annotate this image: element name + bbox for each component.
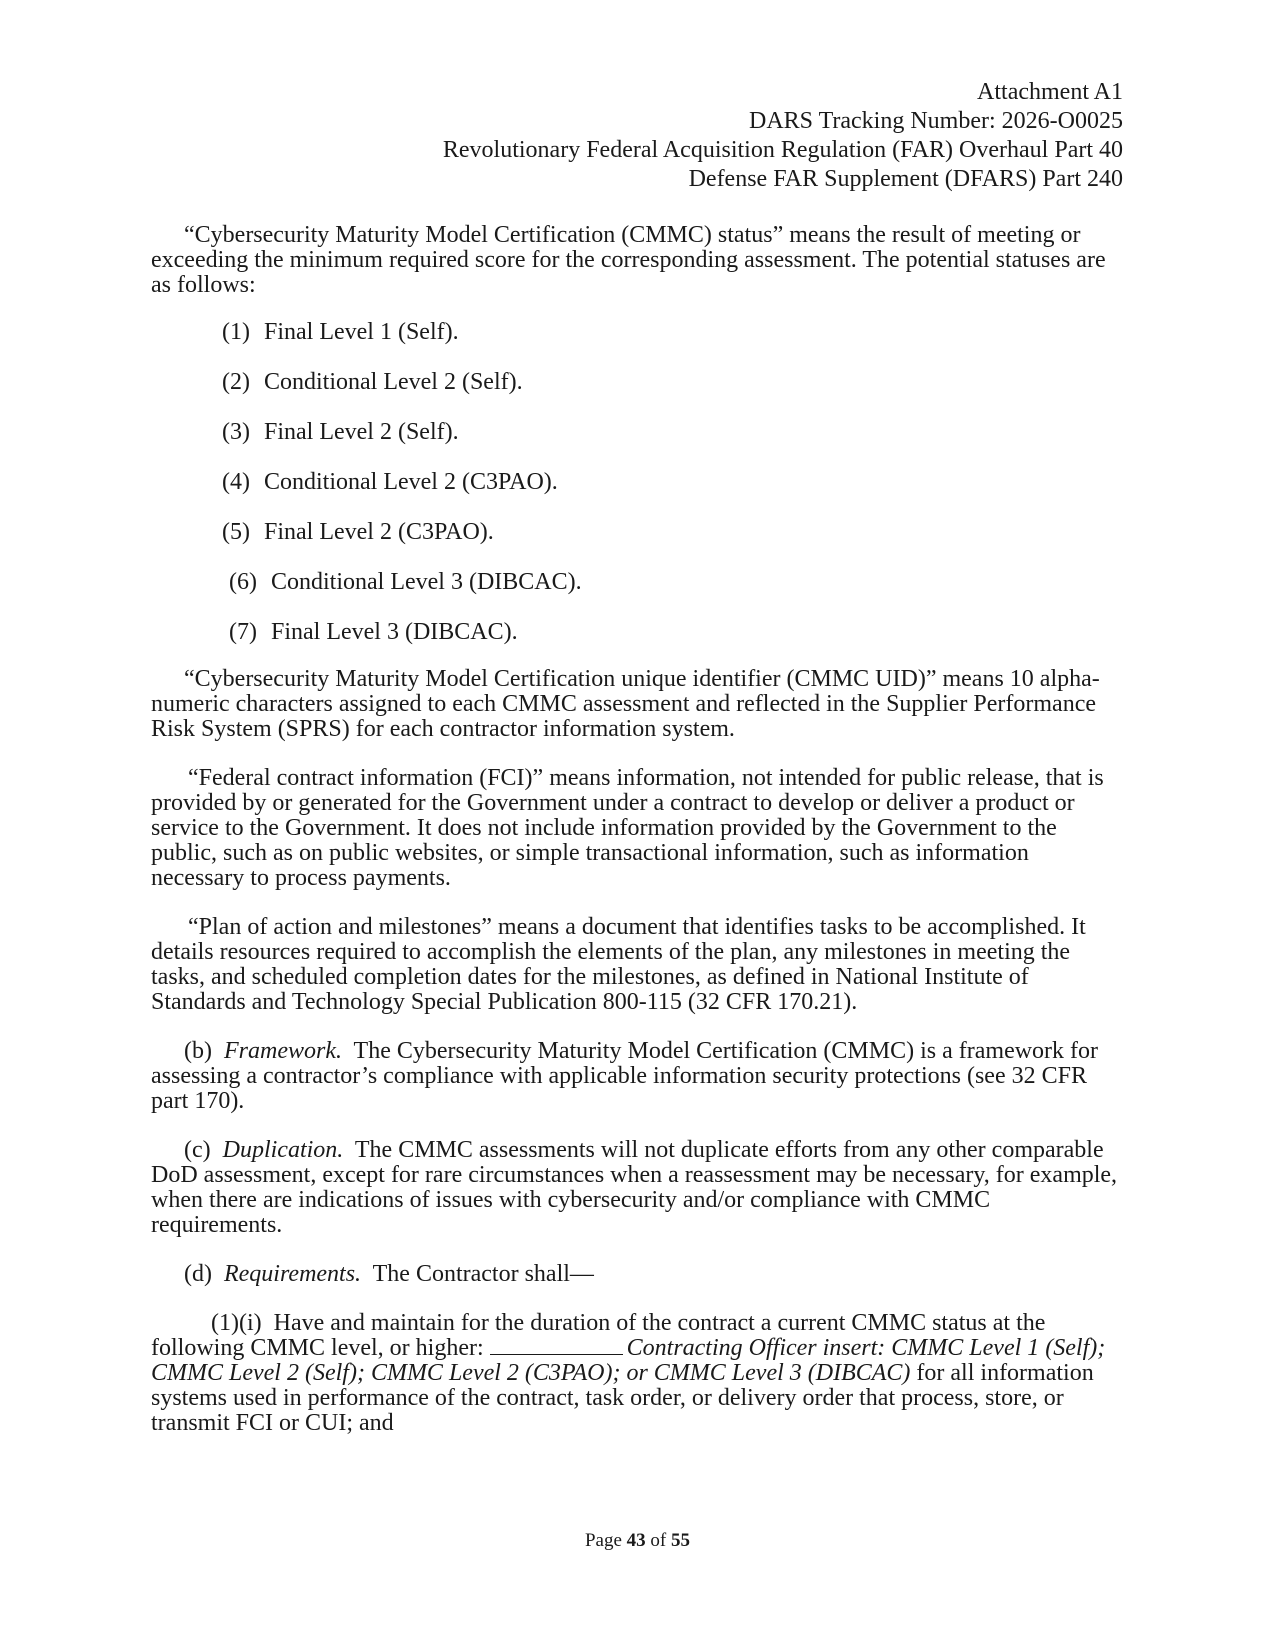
paragraph-text: The Contractor shall— — [372, 1261, 594, 1287]
paragraph-heading: Framework. — [223, 1038, 342, 1064]
status-number: (6) — [229, 569, 257, 595]
status-item — [222, 520, 1123, 545]
fill-in-blank — [490, 1336, 623, 1355]
status-number: (1) — [222, 319, 250, 345]
paragraph-heading: Duplication. — [222, 1137, 344, 1163]
paragraph-text-continued: for all information systems used in performance of the contract, task order, or delivery order that process, store, or transmit FCI or CUI; and — [151, 1360, 1094, 1436]
paragraph-c-duplication — [151, 1138, 1123, 1238]
paragraph-text: The CMMC assessments will not duplicate efforts from any other comparable DoD assessment, except for rare circumstances when a reassessment may be necessary, for example, when there are indications of issues with cybersecurity and/or compliance with CMMC requirements. — [151, 1137, 1118, 1238]
paragraph-label: (c) — [184, 1137, 211, 1163]
status-item — [222, 420, 1123, 445]
paragraph-d1-i — [151, 1311, 1123, 1436]
paragraph-label: (b) — [184, 1038, 212, 1064]
paragraph-text: Have and maintain for the duration of the contract a current CMMC status at the following CMMC level, or higher: — [151, 1310, 1046, 1361]
paragraph-d-requirements — [151, 1262, 1123, 1287]
contracting-officer-insert: Contracting Officer insert: CMMC Level 1 (Self); CMMC Level 2 (Self); CMMC Level 2 (C3PAO); or CMMC Level 3 (DIBCAC) — [151, 1335, 1106, 1386]
status-item — [222, 370, 1123, 395]
paragraph-label: (d) — [184, 1261, 212, 1287]
header-attachment: Attachment A1 — [977, 79, 1123, 105]
page-footer — [0, 1528, 1275, 1553]
paragraph-label: (1)(i) — [211, 1310, 262, 1336]
definition-poam: “Plan of action and milestones” means a document that identifies tasks to be accomplished. It details resources required to accomplish the elements of the plan, any milestones in meeting the tasks, and scheduled completion dates for the milestones, as defined in National Institute of Standards and Technology Special Publication 800-115 (32 CFR 170.21). — [151, 914, 1086, 1015]
status-list — [151, 320, 1123, 645]
status-item — [222, 570, 1123, 595]
header-tracking-number: DARS Tracking Number: 2026-O0025 — [748, 108, 1123, 134]
document-body — [151, 223, 1123, 1436]
status-text: Final Level 3 (DIBCAC). — [271, 619, 518, 645]
page-current: 43 — [626, 1530, 646, 1551]
definition-fci: “Federal contract information (FCI)” means information, not intended for public release, that is provided by or generated for the Government under a contract to develop or deliver a product or service to the Government. It does not include information provided by the Government to the public, such as on public websites, or simple transactional information, such as information necessary to process payments. — [151, 765, 1104, 891]
status-number: (3) — [222, 419, 250, 445]
status-number: (2) — [222, 369, 250, 395]
header-dfars-part: Defense FAR Supplement (DFARS) Part 240 — [688, 166, 1123, 192]
status-text: Final Level 2 (Self). — [264, 419, 459, 445]
status-text: Final Level 1 (Self). — [264, 319, 459, 345]
of-label: of — [650, 1530, 667, 1551]
status-text: Conditional Level 3 (DIBCAC). — [271, 569, 582, 595]
status-text: Conditional Level 2 (C3PAO). — [264, 469, 558, 495]
status-item — [222, 320, 1123, 345]
definition-cmmc-status: “Cybersecurity Maturity Model Certification (CMMC) status” means the result of meeting or exceeding the minimum required score for the corresponding assessment. The potential statuses are as follows: — [151, 222, 1106, 298]
paragraph-heading: Requirements. — [223, 1261, 362, 1287]
header-far-part: Revolutionary Federal Acquisition Regulation (FAR) Overhaul Part 40 — [442, 137, 1123, 163]
status-item — [222, 470, 1123, 495]
status-item — [222, 620, 1123, 645]
page-label: Page — [584, 1530, 622, 1551]
status-number: (5) — [222, 519, 250, 545]
page-total: 55 — [671, 1530, 690, 1551]
paragraph-b-framework — [151, 1039, 1123, 1114]
definition-cmmc-uid: “Cybersecurity Maturity Model Certification unique identifier (CMMC UID)” means 10 alpha-numeric characters assigned to each CMMC assessment and reflected in the Supplier Performance Risk System (SPRS) for each contractor information system. — [151, 666, 1100, 742]
page-header — [443, 78, 1123, 194]
status-text: Conditional Level 2 (Self). — [264, 369, 523, 395]
status-number: (4) — [222, 469, 250, 495]
status-number: (7) — [229, 619, 257, 645]
status-text: Final Level 2 (C3PAO). — [264, 519, 494, 545]
paragraph-text: The Cybersecurity Maturity Model Certification (CMMC) is a framework for assessing a contractor’s compliance with applicable information security protections (see 32 CFR part 170). — [151, 1038, 1099, 1114]
